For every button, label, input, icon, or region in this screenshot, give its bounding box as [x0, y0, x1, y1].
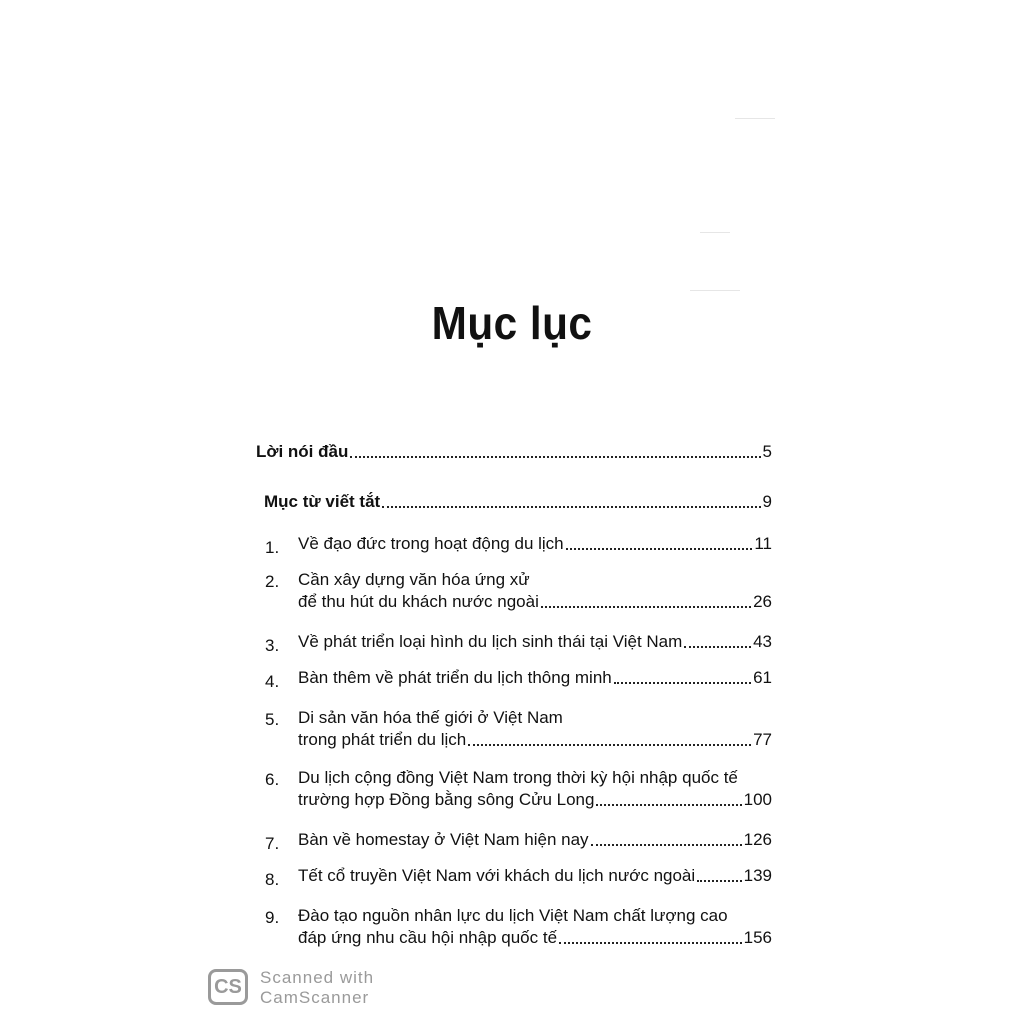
toc-entry-number: 7. [265, 834, 280, 853]
dot-leader [468, 744, 751, 746]
toc-entry-4[interactable] [256, 668, 772, 691]
toc-entry-1[interactable] [256, 534, 772, 557]
toc-entry-title-line2: đáp ứng nhu cầu hội nhập quốc tế [298, 928, 558, 947]
dot-leader [382, 506, 760, 508]
toc-entry-title-line2: trường hợp Đồng bằng sông Cửu Long [298, 790, 595, 809]
watermark-line2: CamScanner [260, 988, 370, 1007]
dot-leader [614, 682, 751, 684]
watermark-line1: Scanned with [260, 968, 375, 987]
toc-page-number: 11 [754, 534, 772, 553]
dot-leader [566, 548, 753, 550]
toc-page-number: 61 [753, 668, 772, 687]
toc-page-number: 156 [743, 928, 772, 947]
toc-page-number: 77 [753, 730, 772, 749]
toc-entry-number: 3. [265, 636, 280, 655]
toc-entry-number: 9. [265, 908, 280, 927]
toc-entry-title: Về phát triển loại hình du lịch sinh thái tại Việt Nam [298, 632, 683, 651]
toc-entry-title-line2: để thu hút du khách nước ngoài [298, 592, 539, 611]
toc-entry-title: Bàn thêm về phát triển du lịch thông minh [298, 668, 612, 687]
toc-page-number: 126 [743, 830, 772, 849]
toc-entry-5[interactable] [256, 708, 772, 750]
dot-leader [541, 606, 751, 608]
toc-entry-title-line2: trong phát triển du lịch [298, 730, 467, 749]
toc-page-number: 139 [743, 866, 772, 885]
toc-entry-number: 1. [265, 538, 280, 557]
toc-entry-title: Bàn về homestay ở Việt Nam hiện nay [298, 830, 589, 849]
toc-page-number: 9 [762, 492, 772, 511]
dot-leader [591, 844, 742, 846]
toc-entry-title-line1: Du lịch cộng đồng Việt Nam trong thời kỳ hội nhập quốc tế [298, 768, 738, 787]
dot-leader [559, 942, 742, 944]
toc-entry-title-line1: Đào tạo nguồn nhân lực du lịch Việt Nam chất lượng cao [298, 906, 728, 925]
toc-entry-title: Mục từ viết tắt [264, 492, 381, 511]
toc-page-number: 5 [762, 442, 772, 461]
toc-page-number: 43 [753, 632, 772, 651]
toc-entry-title: Về đạo đức trong hoạt động du lịch [298, 534, 564, 553]
toc-entry-title-line1: Di sản văn hóa thế giới ở Việt Nam [298, 708, 563, 727]
toc-entry-8[interactable] [256, 866, 772, 889]
toc-entry-number: 5. [265, 710, 280, 729]
toc-entry-3[interactable] [256, 632, 772, 655]
camscanner-watermark [260, 968, 374, 1008]
toc-entry-abbreviations[interactable] [256, 492, 772, 512]
dot-leader [350, 456, 760, 458]
dot-leader [684, 646, 751, 648]
toc-entry-2[interactable] [256, 570, 772, 612]
camscanner-logo-icon: CS [208, 969, 248, 1005]
toc-entry-number: 8. [265, 870, 280, 889]
toc-entry-6[interactable] [256, 768, 772, 810]
toc-entry-9[interactable] [256, 906, 772, 948]
toc-entry-title: Tết cổ truyền Việt Nam với khách du lịch nước ngoài [298, 866, 696, 885]
toc-entry-title-line1: Cần xây dựng văn hóa ứng xử [298, 570, 530, 589]
toc-entry-number: 2. [265, 572, 280, 591]
page-title: Mục lục [431, 297, 593, 349]
toc-entry-preface[interactable] [256, 442, 772, 462]
toc-entry-7[interactable] [256, 830, 772, 853]
dot-leader [697, 880, 741, 882]
toc-entry-number: 6. [265, 770, 280, 789]
toc-page-number: 100 [743, 790, 772, 809]
toc-page-number: 26 [753, 592, 772, 611]
toc-entry-title: Lời nói đầu [256, 442, 349, 461]
dot-leader [596, 804, 741, 806]
toc-entry-number: 4. [265, 672, 280, 691]
